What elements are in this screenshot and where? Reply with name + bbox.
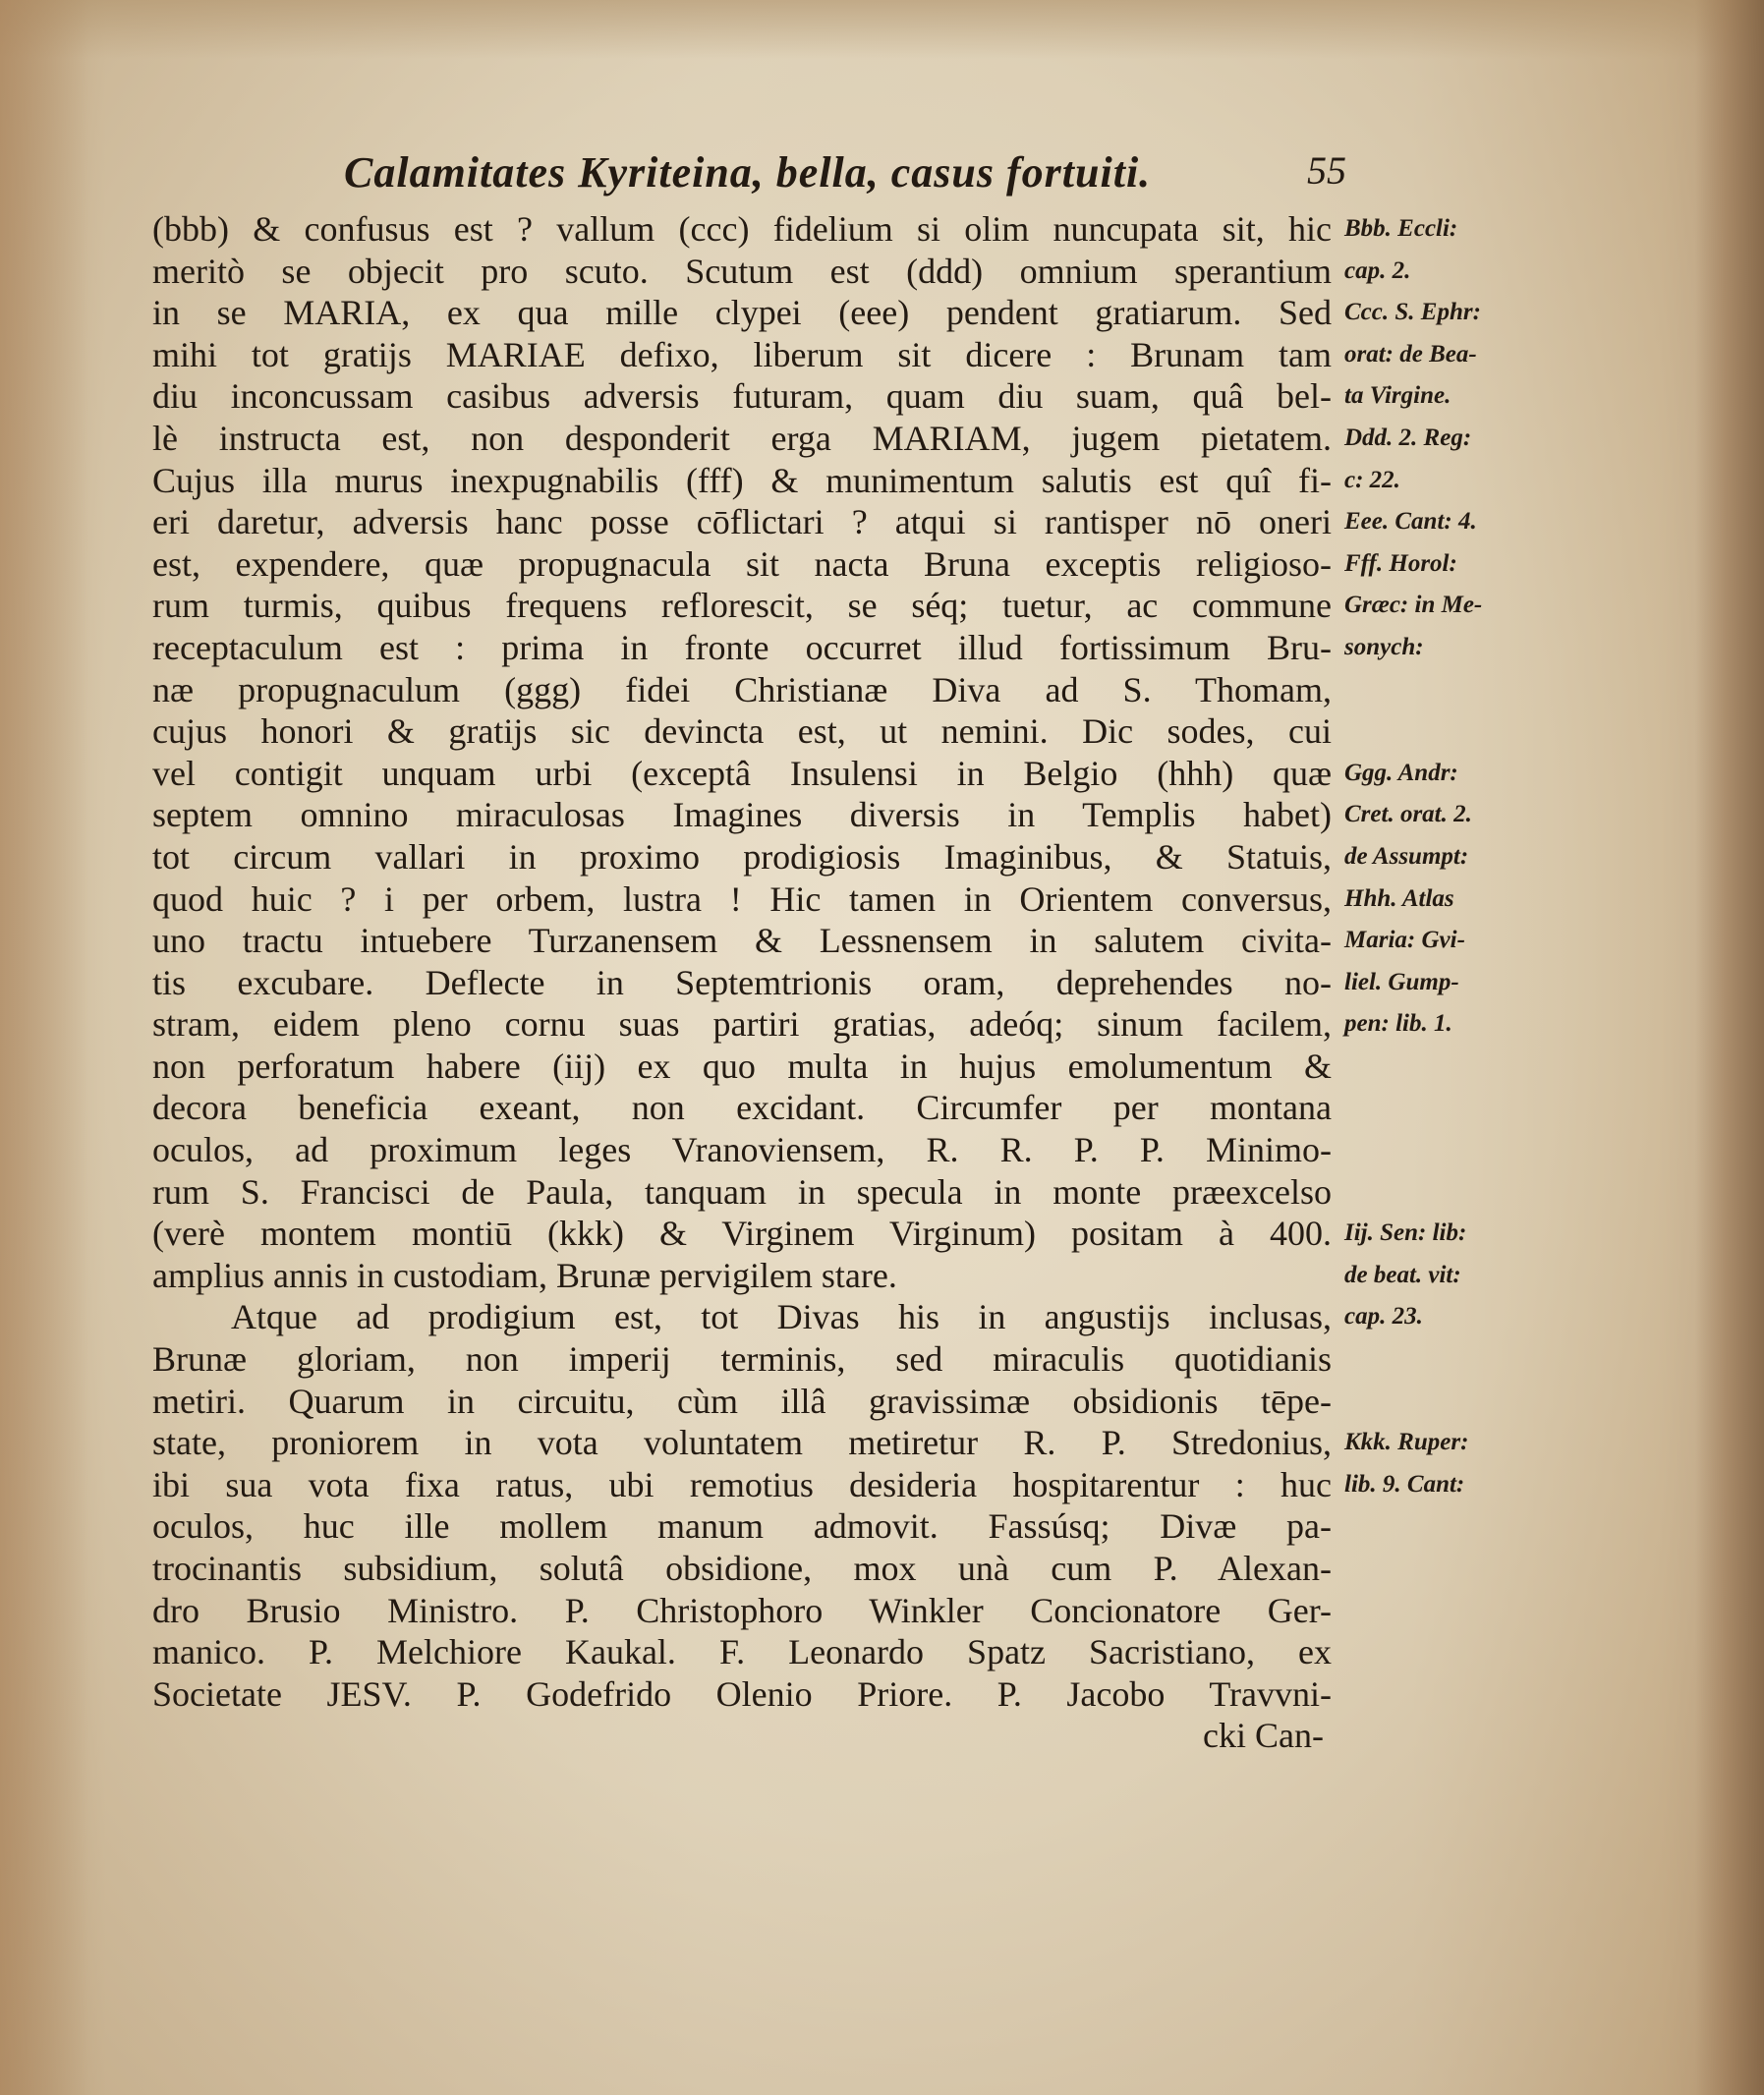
- text-line: in se MARIA, ex qua mille clypei (eee) pendent gratiarum. Sed: [152, 293, 1332, 333]
- margin-note: [1344, 1129, 1541, 1171]
- margin-note: Kkk. Ruper:: [1344, 1429, 1469, 1456]
- text-line: state, proniorem in vota voluntatem metiretur R. P. Stredonius,: [152, 1423, 1332, 1463]
- text-line: rum S. Francisci de Paula, tanquam in specula in monte præexcelso: [152, 1171, 1332, 1212]
- text-line: lè instructa est, non desponderit erga MARIAM, jugem pietatem.: [152, 418, 1332, 458]
- text-line: tot circum vallari in proximo prodigiosis Imaginibus, & Statuis,: [152, 836, 1332, 877]
- margin-note: liel. Gump-: [1344, 968, 1459, 995]
- margin-note: de Assumpt:: [1344, 842, 1469, 870]
- running-head: Calamitates Kyriteina, bella, casus fortuiti.: [344, 148, 1152, 197]
- margin-notes: [1344, 208, 1541, 1505]
- margin-note: orat: de Bea-: [1344, 340, 1477, 368]
- text-line: trocinantis subsidium, solutâ obsidione, mox unà cum P. Alexan-: [152, 1549, 1332, 1588]
- text-line: vel contigit unquam urbi (exceptâ Insulensi in Belgio (hhh) quæ: [152, 753, 1332, 793]
- margin-note: lib. 9. Cant:: [1344, 1470, 1465, 1498]
- margin-note: Ggg. Andr:: [1344, 759, 1458, 786]
- margin-note: de beat. vit:: [1344, 1261, 1461, 1288]
- text-line: septem omnino miraculosas Imagines diversis in Templis habet): [152, 795, 1332, 835]
- margin-note: Eee. Cant: 4.: [1344, 508, 1477, 536]
- margin-note: Maria: Gvi-: [1344, 927, 1465, 954]
- text-line: mihi tot gratijs MARIAE defixo, liberum sit dicere : Brunam tam: [152, 334, 1332, 374]
- margin-note: [1344, 1171, 1541, 1214]
- margin-note: Cret. orat. 2.: [1344, 801, 1472, 828]
- margin-note: cap. 2.: [1344, 256, 1411, 284]
- text-line: (bbb) & confusus est ? vallum (ccc) fidelium si olim nuncupata sit, hic: [152, 209, 1332, 249]
- text-line: stram, eidem pleno cornu suas partiri gratias, adeóq; sinum facilem,: [152, 1004, 1332, 1045]
- margin-note: ta Virgine.: [1344, 382, 1451, 410]
- text-line: oculos, huc ille mollem manum admovit. Fassúsq; Divæ pa-: [152, 1506, 1332, 1547]
- text-line: quod huic ? i per orbem, lustra ! Hic tamen in Orientem conversus,: [152, 878, 1332, 919]
- text-line: Societate JESV. P. Godefrido Olenio Priore. P. Jacobo Travvni-: [152, 1673, 1332, 1714]
- text-line: meritò se objecit pro scuto. Scutum est (ddd) omnium sperantium: [152, 251, 1332, 291]
- text-line: Brunæ gloriam, non imperij terminis, sed miraculis quotidianis: [152, 1339, 1332, 1380]
- text-line: uno tractu intuebere Turzanensem & Lessnensem in salutem civita-: [152, 921, 1332, 961]
- margin-note: [1344, 710, 1541, 753]
- margin-note: Fff. Horol:: [1344, 549, 1457, 577]
- page-number: 55: [1307, 148, 1346, 193]
- margin-note: pen: lib. 1.: [1344, 1010, 1452, 1038]
- text-line: eri daretur, adversis hanc posse cōflictari ? atqui si rantisper nō oneri: [152, 502, 1332, 542]
- margin-note: Ccc. S. Ephr:: [1344, 299, 1481, 326]
- text-line: non perforatum habere (iij) ex quo multa in hujus emolumentum &: [152, 1046, 1332, 1086]
- margin-note: [1344, 1046, 1541, 1088]
- text-line: rum turmis, quibus frequens reflorescit, se séq; tuetur, ac commune: [152, 586, 1332, 626]
- text-line: dro Brusio Ministro. P. Christophoro Winkler Concionatore Ger-: [152, 1590, 1332, 1630]
- text-line: metiri. Quarum in circuitu, cùm illâ gravissimæ obsidionis tēpe-: [152, 1381, 1332, 1421]
- margin-note: Iij. Sen: lib:: [1344, 1219, 1467, 1247]
- text-line: amplius annis in custodiam, Brunæ pervigilem stare.: [152, 1255, 897, 1295]
- margin-note: [1344, 669, 1541, 711]
- margin-note: cap. 23.: [1344, 1303, 1423, 1331]
- text-line: decora beneficia exeant, non excidant. Circumfer per montana: [152, 1088, 1332, 1128]
- body-text: [152, 208, 1332, 1757]
- text-line: ibi sua vota fixa ratus, ubi remotius desideria hospitarentur : huc: [152, 1464, 1332, 1504]
- margin-note: sonych:: [1344, 633, 1424, 660]
- text-line: diu inconcussam casibus adversis futuram, quam diu suam, quâ bel-: [152, 376, 1332, 417]
- margin-note: Bbb. Eccli:: [1344, 215, 1458, 242]
- margin-note: Hhh. Atlas: [1344, 884, 1454, 912]
- margin-note: c: 22.: [1344, 466, 1400, 493]
- text-line: manico. P. Melchiore Kaukal. F. Leonardo Spatz Sacristiano, ex: [152, 1632, 1332, 1672]
- margin-note: [1344, 1381, 1541, 1423]
- text-line: næ propugnaculum (ggg) fidei Christianæ Diva ad S. Thomam,: [152, 669, 1332, 709]
- text-line: est, expendere, quæ propugnacula sit nacta Bruna exceptis religioso-: [152, 543, 1332, 584]
- text-line: cujus honori & gratijs sic devincta est, ut nemini. Dic sodes, cui: [152, 711, 1332, 752]
- page-stain-top: [0, 0, 1764, 59]
- margin-note: Græc: in Me-: [1344, 592, 1483, 619]
- catchword: cki Can-: [1203, 1716, 1324, 1756]
- page-stain-left: [0, 0, 88, 2095]
- text-line: oculos, ad proximum leges Vranoviensem, R. R. P. P. Minimo-: [152, 1130, 1332, 1170]
- margin-note: [1344, 1087, 1541, 1129]
- text-line: (verè montem montiū (kkk) & Virginem Virginum) positam à 400.: [152, 1214, 1332, 1254]
- margin-note: [1344, 1338, 1541, 1381]
- page-edge-right: [1695, 0, 1764, 2095]
- page-header: [344, 147, 1346, 206]
- paragraph-start-line: Atque ad prodigium est, tot Divas his in angustijs inclusas,: [231, 1297, 1332, 1337]
- text-line: Cujus illa murus inexpugnabilis (fff) & munimentum salutis est quî fi-: [152, 460, 1332, 500]
- text-line: receptaculum est : prima in fronte occurret illud fortissimum Bru-: [152, 627, 1332, 667]
- text-line: tis excubare. Deflecte in Septemtrionis oram, deprehendes no-: [152, 962, 1332, 1002]
- margin-note: Ddd. 2. Reg:: [1344, 424, 1472, 451]
